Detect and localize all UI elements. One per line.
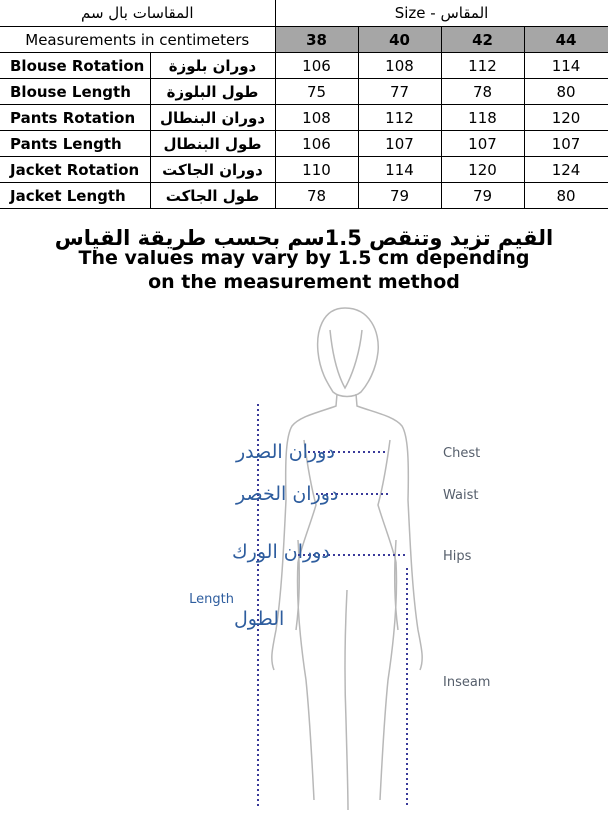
label-length-en: Length [189, 592, 234, 607]
header-measurements-en: Measurements in centimeters [0, 27, 275, 53]
table-row [0, 131, 608, 157]
table-row [0, 105, 608, 131]
size-chart-table [0, 0, 608, 209]
table-cell: 106 [275, 131, 358, 157]
table-row [0, 79, 608, 105]
row-label-en: Jacket Length [0, 183, 150, 209]
row-label-ar: دوران الجاكت [150, 157, 275, 183]
table-cell: 80 [524, 79, 608, 105]
table-cell: 79 [441, 183, 524, 209]
table-cell: 107 [358, 131, 441, 157]
table-cell: 106 [275, 53, 358, 79]
label-chest-en: Chest [443, 446, 481, 461]
label-chest-ar: دوران الصدر [236, 441, 335, 463]
header-measurements-ar: المقاسات بال سم [0, 0, 275, 27]
row-label-ar: دوران البنطال [150, 105, 275, 131]
label-waist-ar: دوران الخصر [236, 483, 339, 505]
row-label-en: Blouse Rotation [0, 53, 150, 79]
label-inseam-en: Inseam [443, 675, 491, 690]
table-cell: 78 [275, 183, 358, 209]
body-measurement-figure [0, 300, 608, 823]
table-cell: 114 [358, 157, 441, 183]
label-hips-ar: دوران الورك [232, 541, 330, 563]
row-label-en: Pants Rotation [0, 105, 150, 131]
row-label-en: Blouse Length [0, 79, 150, 105]
note-english-line1: The values may vary by 1.5 cm depending [78, 247, 530, 269]
size-42-header: 42 [441, 27, 524, 53]
row-label-en: Jacket Rotation [0, 157, 150, 183]
table-cell: 108 [275, 105, 358, 131]
table-cell: 107 [441, 131, 524, 157]
table-cell: 79 [358, 183, 441, 209]
table-cell: 80 [524, 183, 608, 209]
label-waist-en: Waist [443, 488, 479, 503]
note-english-line2: on the measurement method [148, 271, 460, 293]
note-arabic: القيم تزيد وتنقص 1.5سم بحسب طريقة القياس [54, 226, 554, 250]
table-cell: 78 [441, 79, 524, 105]
table-cell: 107 [524, 131, 608, 157]
row-label-ar: طول البلوزة [150, 79, 275, 105]
row-label-ar: طول الجاكت [150, 183, 275, 209]
size-40-header: 40 [358, 27, 441, 53]
table-cell: 124 [524, 157, 608, 183]
row-label-en: Pants Length [0, 131, 150, 157]
table-row [0, 157, 608, 183]
row-label-ar: دوران بلوزة [150, 53, 275, 79]
label-hips-en: Hips [443, 549, 472, 564]
table-cell: 120 [441, 157, 524, 183]
row-label-ar: طول البنطال [150, 131, 275, 157]
table-cell: 77 [358, 79, 441, 105]
table-cell: 114 [524, 53, 608, 79]
header-size: Size - المقاس [275, 0, 608, 27]
label-length-ar: الطول [234, 608, 285, 630]
table-row [0, 183, 608, 209]
table-cell: 108 [358, 53, 441, 79]
table-cell: 110 [275, 157, 358, 183]
size-44-header: 44 [524, 27, 608, 53]
table-row [0, 53, 608, 79]
table-cell: 75 [275, 79, 358, 105]
size-38-header: 38 [275, 27, 358, 53]
table-cell: 120 [524, 105, 608, 131]
table-cell: 112 [441, 53, 524, 79]
table-cell: 118 [441, 105, 524, 131]
table-cell: 112 [358, 105, 441, 131]
